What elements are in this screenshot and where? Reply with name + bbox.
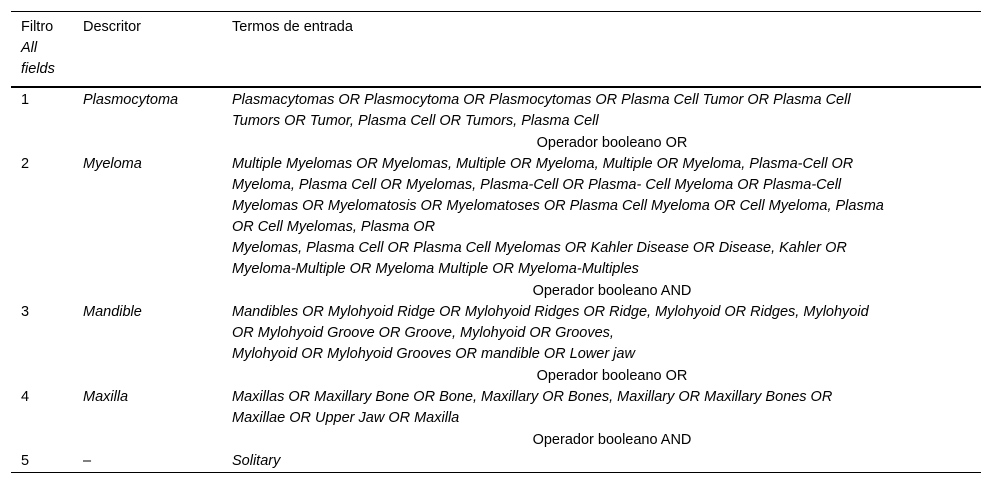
table-body	[11, 87, 981, 473]
table-row	[11, 87, 981, 132]
operator-row	[11, 280, 981, 302]
row-terms	[232, 451, 981, 473]
header-filter-label: Filtro	[21, 19, 54, 35]
table-row	[11, 154, 981, 280]
boolean-operator: Operador booleano OR	[536, 135, 688, 151]
terms-line: Myelomas, Plasma Cell OR Plasma Cell Myelomas OR Kahler Disease OR Disease, Kahler OR	[232, 240, 847, 256]
terms-line: Maxillas OR Maxillary Bone OR Bone, Maxillary OR Bones, Maxillary OR Maxillary Bones OR	[232, 389, 833, 405]
operator-row	[11, 365, 981, 387]
header-filter-fields: fields	[21, 61, 55, 77]
header-filter-all: All	[21, 40, 38, 56]
header-row	[11, 12, 981, 88]
terms-line: Multiple Myelomas OR Myelomas, Multiple OR Myeloma, Multiple OR Myeloma, Plasma-Cell OR	[232, 156, 854, 172]
table-header	[11, 12, 981, 88]
row-number: 5	[21, 453, 30, 469]
header-terms: Termos de entrada	[232, 19, 353, 35]
operator-row	[11, 132, 981, 154]
row-terms	[232, 87, 981, 132]
terms-line: Myelomas OR Myelomatosis OR Myelomatoses OR Plasma Cell Myeloma OR Cell Myeloma, Plasma	[232, 198, 884, 214]
operator-row	[11, 429, 981, 451]
row-number: 3	[21, 304, 30, 320]
terms-line: Solitary	[232, 453, 281, 469]
row-terms	[232, 387, 981, 429]
terms-line: Myeloma-Multiple OR Myeloma Multiple OR Myeloma-Multiples	[232, 261, 639, 277]
terms-line: OR Mylohyoid Groove OR Groove, Mylohyoid OR Grooves,	[232, 325, 614, 341]
search-strategy-table	[11, 11, 981, 473]
boolean-operator: Operador booleano AND	[532, 283, 692, 299]
boolean-operator: Operador booleano AND	[532, 432, 692, 448]
row-descriptor: –	[83, 453, 92, 469]
row-number: 2	[21, 156, 30, 172]
table-row	[11, 302, 981, 365]
terms-line: OR Cell Myelomas, Plasma OR	[232, 219, 436, 235]
terms-line: Mylohyoid OR Mylohyoid Grooves OR mandible OR Lower jaw	[232, 346, 635, 362]
table-row	[11, 451, 981, 473]
row-terms	[232, 154, 981, 280]
row-descriptor: Plasmocytoma	[83, 92, 179, 108]
header-filter	[11, 12, 83, 88]
row-descriptor: Mandible	[83, 304, 142, 320]
terms-line: Maxillae OR Upper Jaw OR Maxilla	[232, 410, 460, 426]
row-number: 1	[21, 92, 30, 108]
row-descriptor: Myeloma	[83, 156, 142, 172]
header-descriptor: Descritor	[83, 19, 142, 35]
row-number: 4	[21, 389, 30, 405]
terms-line: Plasmacytomas OR Plasmocytoma OR Plasmocytomas OR Plasma Cell Tumor OR Plasma Cell	[232, 92, 851, 108]
table-row	[11, 387, 981, 429]
terms-line: Mandibles OR Mylohyoid Ridge OR Mylohyoid Ridges OR Ridge, Mylohyoid OR Ridges, Mylohyoid	[232, 304, 869, 320]
row-descriptor: Maxilla	[83, 389, 129, 405]
boolean-operator: Operador booleano OR	[536, 368, 688, 384]
row-terms	[232, 302, 981, 365]
terms-line: Myeloma, Plasma Cell OR Myelomas, Plasma-Cell OR Plasma- Cell Myeloma OR Plasma-Cell	[232, 177, 842, 193]
terms-line: Tumors OR Tumor, Plasma Cell OR Tumors, Plasma Cell	[232, 113, 599, 129]
